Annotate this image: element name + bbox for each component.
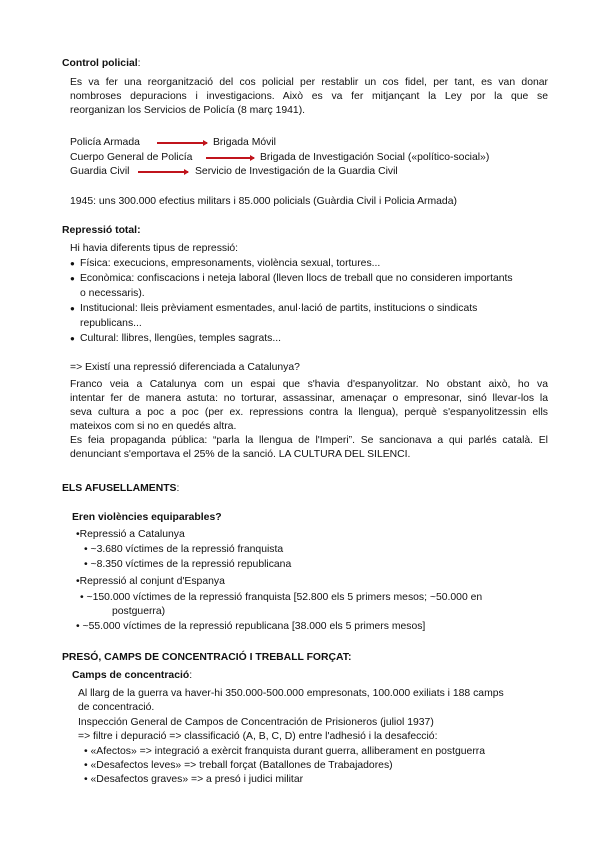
list-item-text: «Afectos» => integració a exèrcit franquista durant guerra, alliberament en postguerra [90, 746, 486, 757]
row-left: Guardia Civil [70, 166, 130, 177]
list-item-text: Econòmica: confiscacions i neteja laboral (lleven llocs de treball que no consideren importants [80, 273, 513, 284]
heading-afusellaments-text: ELS AFUSELLAMENTS [62, 483, 177, 494]
list-item-text: Institucional: lleis prèviament esmentades, anul·lació de partits, institucions o sindicats [80, 303, 478, 314]
arrow-right-icon [157, 142, 207, 144]
preso-line: Inspección General de Campos de Concentración de Prisioneros (juliol 1937) [78, 717, 434, 728]
bullet-icon: • [76, 576, 80, 587]
row-left: Policía Armada [70, 137, 140, 148]
bullet-icon: • [76, 529, 80, 540]
heading-afusellaments [62, 482, 179, 496]
heading-afusellaments-colon: : [176, 483, 180, 494]
list-item [70, 302, 477, 316]
list-item-text: ~3.680 víctimes de la repressió franquista [90, 544, 284, 555]
catalunya-paragraph [70, 378, 548, 462]
paragraph-line: mateixos com si no en quedés altra. [70, 421, 237, 432]
list-item [70, 272, 513, 286]
list-item-text: Cultural: llibres, llengües, temples sagrats... [80, 333, 281, 344]
bullet-icon: • [80, 592, 84, 603]
subheading-camps [72, 669, 192, 683]
heading-control-text: Control policial [62, 58, 138, 69]
list-item-text: ~8.350 víctimes de la repressió republicana [90, 559, 292, 570]
repressio-intro: Hi havia diferents tipus de repressió: [70, 243, 239, 254]
list-item [84, 558, 291, 572]
row-left: Cuerpo General de Policía [70, 152, 193, 163]
paragraph-line: seva cultura a poc a poc (per ex. repressions contra la llengua), perquè s'espanyolitzessin ells [70, 407, 548, 418]
row-right: Brigada de Investigación Social («político-social») [260, 152, 490, 163]
row-right: Brigada Móvil [213, 137, 276, 148]
bullet-icon: ● [70, 274, 75, 283]
control-line: nombroses depuracions i investigacions. Això es va fer mitjançant la Ley por la que se [70, 91, 548, 102]
heading-repressio-total: Repressió total: [62, 225, 141, 236]
list-item-text: ~55.000 víctimes de la repressió republicana [38.000 els 5 primers mesos] [82, 621, 426, 632]
list-item-text: «Desafectos leves» => treball forçat (Batallones de Trabajadores) [90, 760, 393, 771]
bullet-icon: • [84, 544, 88, 555]
list-item [84, 543, 283, 557]
paragraph-line: Franco veia a Catalunya com un espai que s'havia d'espanyolitzar. No obstant això, ho va [70, 379, 548, 390]
subheading-camps-text: Camps de concentració [72, 670, 190, 681]
bullet-icon: • [76, 621, 80, 632]
subheading-camps-colon: : [189, 670, 193, 681]
row-right: Servicio de Investigación de la Guardia Civil [195, 166, 398, 177]
heading-control-colon: : [137, 58, 141, 69]
list-item-text: «Desafectos graves» => a presó i judici militar [90, 774, 304, 785]
control-line: Es va fer una reorganització del cos policial per restablir un cos fidel, per tant, es van donar [70, 77, 548, 88]
list-item-continuation: o necessaris). [80, 288, 145, 299]
list-title-text: Repressió a Catalunya [79, 529, 185, 540]
preso-line: Al llarg de la guerra va haver-hi 350.000-500.000 empresonats, 100.000 exiliats i 188 camps [78, 688, 504, 699]
control-paragraph [70, 76, 548, 118]
bullet-icon: • [84, 774, 88, 785]
list-title [76, 528, 185, 542]
bullet-icon: • [84, 746, 88, 757]
bullet-icon: ● [70, 304, 75, 313]
bullet-icon: • [84, 760, 88, 771]
list-title-text: Repressió al conjunt d'Espanya [79, 576, 225, 587]
paragraph-line: denunciant s'emportava el 25% de la sanció. LA CULTURA DEL SILENCI. [70, 449, 411, 460]
heading-control-policial [62, 57, 141, 71]
repressio-question: => Existí una repressió diferenciada a Catalunya? [70, 362, 300, 373]
arrow-right-icon [206, 157, 254, 159]
bullet-icon: ● [70, 334, 75, 343]
list-item [70, 257, 380, 271]
bullet-icon: ● [70, 259, 75, 268]
list-item [70, 332, 281, 346]
bullet-icon: • [84, 559, 88, 570]
list-item [84, 773, 303, 787]
preso-line: de concentració. [78, 702, 155, 713]
control-stat: 1945: uns 300.000 efectius militars i 85.000 policials (Guàrdia Civil i Policia Armada) [70, 196, 457, 207]
list-item [80, 591, 482, 605]
list-item [84, 759, 393, 773]
heading-preso: PRESÓ, CAMPS DE CONCENTRACIÓ I TREBALL FORÇAT: [62, 652, 352, 663]
arrow-right-icon [138, 171, 188, 173]
list-item-continuation: postguerra) [112, 606, 166, 617]
list-item-text: ~150.000 víctimes de la repressió franquista [52.800 els 5 primers mesos; ~50.000 en [86, 592, 483, 603]
list-item [84, 745, 485, 759]
control-line: reorganizan los Servicios de Policía (8 març 1941). [70, 105, 306, 116]
subheading-equiparables: Eren violències equiparables? [72, 512, 222, 523]
preso-line: => filtre i depuració => classificació (A, B, C, D) entre l'adhesió i la desafecció: [78, 731, 438, 742]
list-title [76, 575, 225, 589]
list-item [76, 620, 425, 634]
paragraph-line: Es feia propaganda pública: “parla la llengua de l'Imperi”. Se sancionava a qui parlés català. El [70, 435, 548, 446]
paragraph-line: intentar fer de manera astuta: no torturar, assassinar, amenaçar o empresonar, sinó llevar-los la [70, 393, 548, 404]
list-item-text: Física: execucions, empresonaments, violència sexual, tortures... [80, 258, 381, 269]
list-item-continuation: republicans... [80, 318, 142, 329]
